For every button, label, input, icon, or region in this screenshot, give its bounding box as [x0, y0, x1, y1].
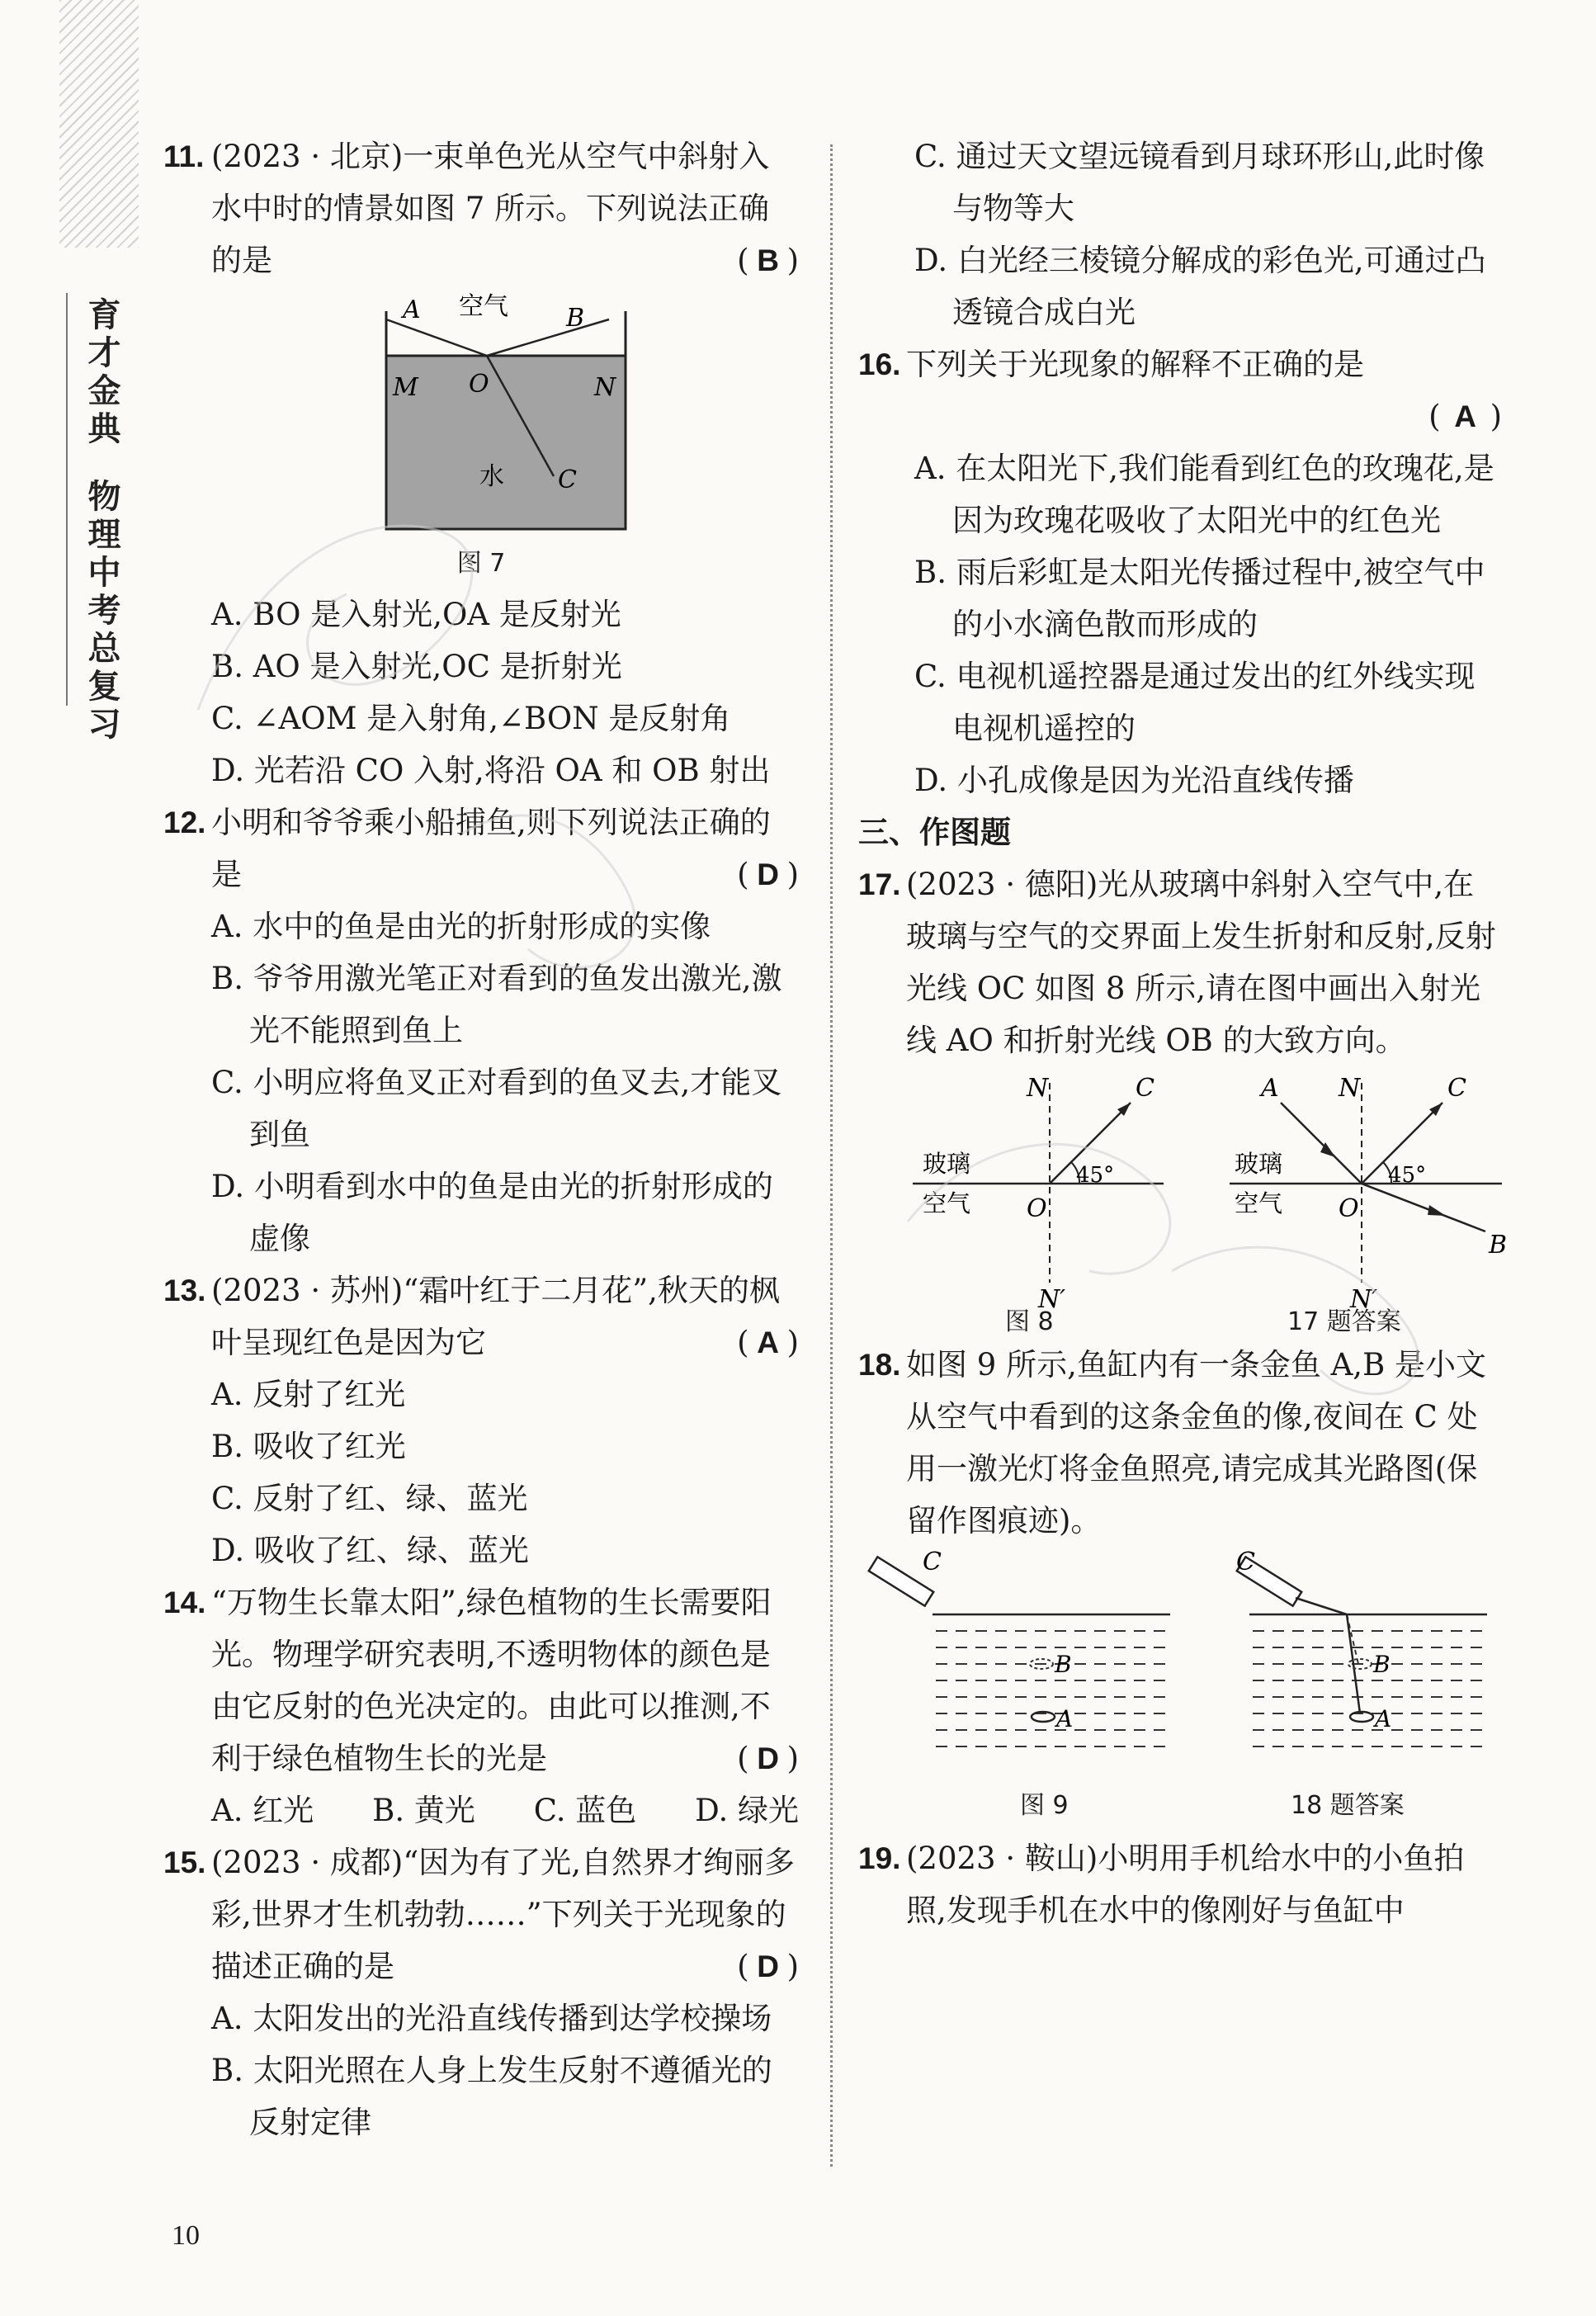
question-number: 17. — [858, 867, 901, 901]
label-A: A — [1375, 1705, 1392, 1732]
label-angle: 45° — [1388, 1163, 1427, 1188]
refraction-diagram — [163, 286, 799, 551]
figure-7 — [163, 286, 799, 551]
label-C: C — [923, 1548, 942, 1576]
right-column — [858, 130, 1508, 1936]
figure-8-row — [858, 1066, 1508, 1339]
sidebar-label — [81, 297, 122, 744]
question-number: 11. — [163, 139, 205, 173]
question-13 — [163, 1264, 799, 1368]
label-C: C — [1136, 1074, 1155, 1103]
label-M: M — [393, 373, 418, 402]
answer: B — [757, 243, 779, 277]
label-N: N — [594, 373, 616, 402]
q14-option-c: C. 蓝色 — [533, 1793, 637, 1828]
q11-option-a: A. BO 是入射光,OA 是反射光 — [211, 597, 621, 632]
q11-option-b: B. AO 是入射光,OC 是折射光 — [211, 649, 622, 684]
question-text: (2023 · 成都)“因为有了光,自然界才绚丽多彩,世界才生机勃勃……”下列关于光现象的描述正确的是 — [211, 1845, 795, 1984]
figure-9-row — [858, 1548, 1502, 1832]
label-N: N — [1027, 1074, 1049, 1103]
question-text: (2023 · 北京)一束单色光从空气中斜射入水中时的情景如图 7 所示。下列说法正确的是 — [211, 139, 770, 278]
answer: A — [757, 1326, 779, 1359]
question-14 — [163, 1576, 799, 1784]
incident-ray — [1296, 1598, 1347, 1614]
q12-option-c: C. 小明应将鱼叉正对看到的鱼叉去,才能叉到鱼 — [211, 1065, 782, 1152]
label-A: A — [1056, 1705, 1074, 1732]
answer-box: ( D ) — [737, 1732, 799, 1784]
q11-option-c: C. ∠AOM 是入射角,∠BON 是反射角 — [211, 701, 731, 736]
answer: A — [1454, 399, 1476, 433]
question-text: 小明和爷爷乘小船捕鱼,则下列说法正确的是 — [211, 805, 771, 892]
ray-OB — [1362, 1184, 1485, 1231]
label-N: N — [1339, 1074, 1361, 1103]
answer-17-caption: 17 题答案 — [1287, 1307, 1401, 1336]
label-N-prime: N′ — [1350, 1285, 1378, 1314]
q13-option-d: D. 吸收了红、绿、蓝光 — [211, 1533, 529, 1568]
q14-option-b: B. 黄光 — [372, 1793, 475, 1828]
question-number: 12. — [163, 806, 206, 839]
label-air: 空气 — [923, 1189, 971, 1217]
answer-box: ( B ) — [737, 234, 799, 286]
question-text: 如图 9 所示,鱼缸内有一条金鱼 A,B 是小文从空气中看到的这条金鱼的像,夜间在 C 处用一激光灯将金鱼照亮,请完成其光路图(保留作图痕迹)。 — [906, 1347, 1487, 1538]
question-12 — [163, 796, 799, 900]
figure-7-caption: 图 7 — [456, 549, 506, 578]
corner-hatch-decoration — [59, 0, 139, 248]
label-O: O — [469, 370, 489, 399]
figure-8 — [858, 1066, 1508, 1314]
q15-option-d: D. 白光经三棱镜分解成的彩色光,可通过凸透镜合成白光 — [914, 243, 1486, 330]
q16-option-d: D. 小孔成像是因为光沿直线传播 — [914, 763, 1354, 798]
figure-9-caption: 图 9 — [1020, 1791, 1069, 1820]
label-glass: 玻璃 — [1235, 1150, 1283, 1178]
q15-option-c: C. 通过天文望远镜看到月球环形山,此时像与物等大 — [914, 139, 1485, 226]
sidebar-subject: 物理中考总复习 — [83, 479, 121, 744]
question-15 — [163, 1836, 799, 1992]
label-water: 水 — [479, 462, 504, 491]
q15-option-b: B. 太阳光照在人身上发生反射不遵循光的反射定律 — [211, 2053, 772, 2140]
answer: D — [757, 1950, 779, 1983]
question-text: “万物生长靠太阳”,绿色植物的生长需要阳光。物理学研究表明,不透明物体的颜色是由它反射的色光决定的。由此可以推测,不利于绿色植物生长的光是 — [211, 1585, 772, 1776]
question-19 — [858, 1832, 1502, 1936]
q13-option-c: C. 反射了红、绿、蓝光 — [211, 1481, 528, 1516]
label-B: B — [566, 304, 585, 333]
q14-option-d: D. 绿光 — [695, 1793, 799, 1828]
label-O: O — [1027, 1194, 1047, 1223]
label-A: A — [1261, 1074, 1279, 1103]
label-air: 空气 — [459, 292, 508, 321]
label-C: C — [1447, 1074, 1466, 1103]
question-17 — [858, 858, 1502, 1066]
answer: D — [757, 1742, 779, 1775]
sidebar-brand: 育才金典 — [83, 297, 121, 449]
question-text: (2023 · 苏州)“霜叶红于二月花”,秋天的枫叶呈现红色是因为它 — [211, 1273, 780, 1360]
question-number: 15. — [163, 1846, 206, 1879]
question-number: 16. — [858, 347, 901, 381]
answer-box: ( D ) — [737, 1940, 799, 1992]
q16-option-b: B. 雨后彩虹是太阳光传播过程中,被空气中的小水滴色散而形成的 — [914, 555, 1485, 642]
q12-option-d: D. 小明看到水中的鱼是由光的折射形成的虚像 — [211, 1169, 773, 1256]
column-divider — [830, 144, 833, 2167]
question-number: 18. — [858, 1348, 901, 1382]
q16-option-a: A. 在太阳光下,我们能看到红色的玫瑰花,是因为玫瑰花吸收了太阳光中的红色光 — [914, 451, 1494, 538]
question-text: (2023 · 德阳)光从玻璃中斜射入空气中,在玻璃与空气的交界面上发生折射和反射,反射光线 OC 如图 8 所示,请在图中画出入射光线 AO 和折射光线 OB 的大致方向。 — [906, 867, 1496, 1058]
q14-options — [163, 1784, 799, 1836]
answer-18-caption: 18 题答案 — [1291, 1791, 1405, 1820]
question-number: 13. — [163, 1274, 206, 1307]
answer-box: ( A ) — [858, 390, 1502, 442]
label-B: B — [1055, 1651, 1072, 1678]
sidebar-rule — [66, 293, 68, 706]
label-angle: 45° — [1076, 1163, 1115, 1188]
label-glass: 玻璃 — [923, 1150, 971, 1178]
question-number: 14. — [163, 1586, 206, 1619]
figure-9 — [858, 1548, 1502, 1799]
q15-option-a: A. 太阳发出的光沿直线传播到达学校操场 — [211, 2001, 772, 2036]
q14-option-a: A. 红光 — [211, 1793, 314, 1828]
water-tank — [386, 356, 626, 529]
question-11 — [163, 130, 799, 286]
ray-OB — [487, 319, 609, 356]
label-O: O — [1339, 1194, 1359, 1223]
q11-option-d: D. 光若沿 CO 入射,将沿 OA 和 OB 射出 — [211, 753, 771, 788]
label-air: 空气 — [1235, 1189, 1283, 1217]
q16-option-c: C. 电视机遥控器是通过发出的红外线实现电视机遥控的 — [914, 659, 1476, 746]
q13-option-a: A. 反射了红光 — [211, 1377, 406, 1412]
ray-AO — [1281, 1103, 1362, 1184]
label-C: C — [1236, 1548, 1255, 1576]
q12-option-b: B. 爷爷用激光笔正对看到的鱼发出激光,激光不能照到鱼上 — [211, 961, 782, 1048]
label-B: B — [1373, 1651, 1391, 1678]
figure-8-caption: 图 8 — [1005, 1307, 1054, 1336]
answer-box: ( A ) — [737, 1316, 799, 1368]
question-text: 下列关于光现象的解释不正确的是 — [906, 347, 1364, 382]
label-B: B — [1489, 1231, 1508, 1260]
q13-option-b: B. 吸收了红光 — [211, 1429, 406, 1464]
question-16 — [858, 338, 1502, 390]
label-A: A — [403, 295, 421, 324]
question-18 — [858, 1339, 1502, 1547]
label-N-prime: N′ — [1038, 1285, 1066, 1314]
answer-box: ( D ) — [737, 848, 799, 900]
label-C: C — [558, 466, 577, 494]
question-number: 19. — [858, 1841, 901, 1875]
answer: D — [757, 858, 779, 891]
page-number: 10 — [172, 2220, 200, 2251]
ray-AO — [386, 319, 487, 356]
q12-option-a: A. 水中的鱼是由光的折射形成的实像 — [211, 909, 711, 944]
section-heading: 三、作图题 — [858, 815, 1011, 850]
left-column — [163, 130, 799, 2148]
question-text: (2023 · 鞍山)小明用手机给水中的小鱼拍照,发现手机在水中的像刚好与鱼缸中 — [906, 1841, 1465, 1928]
